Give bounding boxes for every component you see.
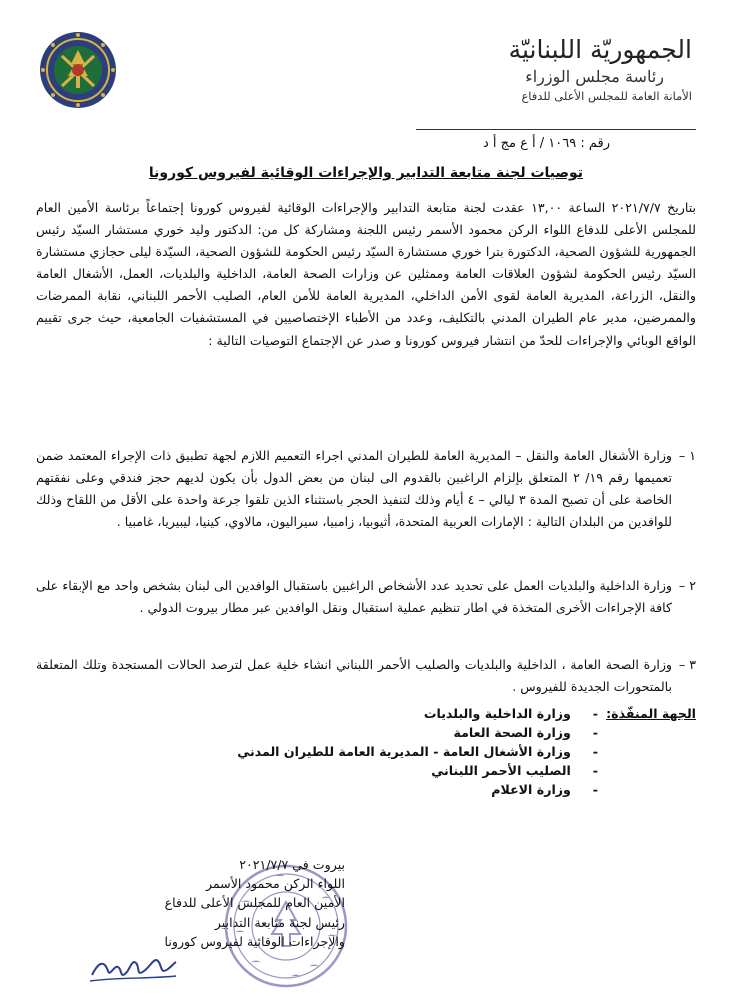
reference-divider (416, 129, 696, 130)
executing-party-item: - وزارة الصحة العامة (237, 723, 598, 742)
document-title: توصيات لجنة متابعة التدابير والإجراءات الوقائية لفيروس كورونا (148, 165, 584, 181)
executing-party-label: الجهة المنفّذة: (606, 706, 696, 721)
executing-party-item: - وزارة الاعلام (237, 780, 598, 799)
committee-title-line-2: والإجراءات الوقائية لفيروس كورونا (164, 933, 345, 949)
recommendation-text: وزارة الصحة العامة ، الداخلية والبلديات والصليب الأحمر اللبناني انشاء خلية عمل لترصد الحالات المستجدة وتلك المتعلقة بالمتحورات الجديدة للفيروس . (36, 657, 672, 694)
signatory-position: الأمين العام للمجلس الأعلى للدفاع (164, 895, 345, 911)
recommendation-item (36, 445, 696, 533)
recommendation-number: ١ – (678, 448, 696, 463)
recommendation-item (36, 575, 696, 619)
recommendation-number: ٣ – (678, 657, 696, 672)
handwritten-signature-icon (88, 945, 178, 985)
intro-paragraph: بتاريخ ٢٠٢١/٧/٧ الساعة ١٣,٠٠ عقدت لجنة متابعة التدابير والإجراءات الوقائية لفيروس كورونا إجتماعاً برئاسة الأمين العام للمجلس الأعلى للدفاع اللواء الركن محمود الأسمر رئيس اللجنة ومشاركة كل من: الدكتور وليد خوري مستشار السيّد رئيس الجمهورية للشؤون الصحية، الدكتورة بترا خوري مستشارة السيّد رئيس الحكومة للشؤون الصحية، السيّدة ليلى حجازي مستشارة السيّد رئيس الحكومة لشؤون العلاقات العامة وممثلين عن وزارات الصحة العامة، الداخلية والبلديات، العمل، الأشغال العامة والنقل، الزراعة، المديرية العامة لقوى الأمن الداخلي، المديرية العامة للأمن العام، الصليب الأحمر اللبناني، نقابة الممرضات والممرضين، مدير عام الطيران المدني بالتكليف، وعدد من الأطباء الإختصاصيين في المستشفيات الجامعية، حيث جرى تقييم الواقع الوبائي والإجراءات للحدّ من انتشار فيروس كورونا و صدر عن الإجتماع التوصيات التالية : (35, 200, 696, 348)
recommendation-number: ٢ – (678, 578, 696, 593)
committee-title-line-1: رئيس لجنة متابعة التدابير (214, 914, 345, 930)
recommendation-text: وزارة الداخلية والبلديات العمل على تحديد عدد الأشخاص الراغبين باستقبال الوافدين الى لبنان بشخص واحد مع الإبقاء على كافة الإجراءات الأخرى المتخذة في اطار تنظيم عملية استقبال ونقل الوافدين عبر مطار بيروت الدولي . (36, 578, 672, 615)
executing-party-item: - الصليب الأحمر اللبناني (237, 761, 598, 780)
letterhead-republic: الجمهوريّة اللبنانيّة (508, 35, 692, 64)
signatory-name: اللواء الركن محمود الأسمر (205, 876, 345, 892)
signature-place-date: بيروت في ٢٠٢١/٧/٧ (239, 857, 345, 872)
letterhead-secretariat: الأمانة العامة للمجلس الأعلى للدفاع (521, 89, 692, 103)
executing-party-list (237, 704, 598, 799)
recommendation-text: وزارة الأشغال العامة والنقل – المديرية العامة للطيران المدني اجراء التعميم اللازم لجهة تطبيق ذات الإجراء المعتمد ضمن تعميمها رقم ١٩/ ٢ المتعلق بإلزام الراغبين بالقدوم الى لبنان من بعض الدول بأن يكون لديهم حجز فندقي وعلى نفقتهم الخاصة على أن تصبح المدة ٣ ليالي – ٤ أيام وذلك لتنفيذ الحجر باستثناء الذين تلقوا جرعة واحدة على الأقل من اللقاح وذلك للوافدين من البلدان التالية : الإمارات العربية المتحدة، أثيوبيا، زامبيا، سيراليون، مالاوي، كينيا، ليبيريا، غامبيا . (36, 448, 673, 529)
letterhead (392, 34, 692, 104)
executing-party-item: - وزارة الأشغال العامة - المديرية العامة للطيران المدني (237, 742, 598, 761)
signature-block (60, 855, 345, 951)
executing-party-item: - وزارة الداخلية والبلديات (237, 704, 598, 723)
lebanese-army-emblem-icon (38, 30, 118, 110)
reference-number: رقم : ١٠٦٩ / أ ع مج أ د (482, 136, 610, 151)
letterhead-presidency: رئاسة مجلس الوزراء (525, 67, 664, 86)
recommendation-item (36, 654, 696, 698)
